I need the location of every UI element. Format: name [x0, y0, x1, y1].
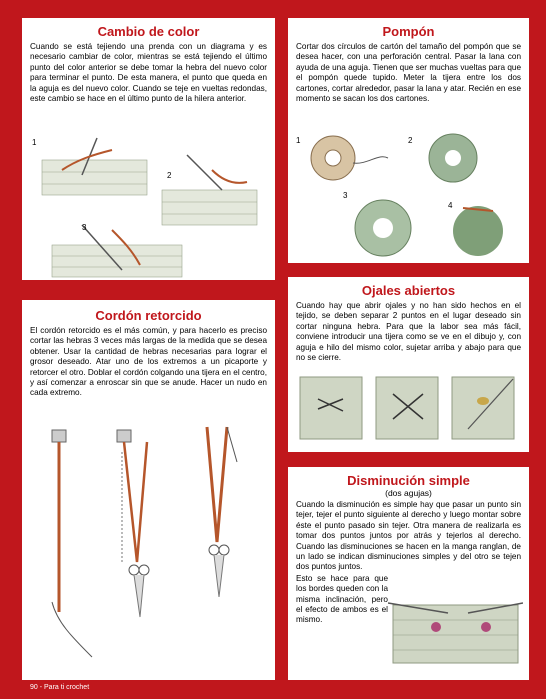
panel-cordon-retorcido	[22, 300, 275, 680]
cord-step-2	[117, 430, 149, 617]
disminucion-subtitle: (dos agujas)	[385, 488, 432, 498]
ojales-swatch-3	[452, 377, 514, 439]
cordon-title: Cordón retorcido	[95, 308, 202, 323]
cambio-illustration	[22, 130, 275, 280]
knit-swatch-1	[42, 138, 147, 195]
panel-cambio-de-color	[22, 18, 275, 280]
disminucion-illustration	[388, 595, 523, 665]
pompon-step-3: 3	[343, 191, 348, 200]
step-label-1: 1	[32, 138, 37, 147]
pompon-step-4: 4	[448, 201, 453, 210]
step-label-2: 2	[167, 171, 172, 180]
ojales-swatch-1	[300, 377, 362, 439]
page-footer: 90 - Para ti crochet	[30, 684, 90, 691]
disminucion-title: Disminución simple	[347, 473, 470, 488]
ojales-title: Ojales abiertos	[361, 283, 456, 298]
disminucion-text-top: Cuando la disminución es simple hay que pasar un punto sin tejer, tejer el punto siguiente al derecho y luego montar sobre éste el punto pasado sin tejer. Otra manera de realizarla es tomar dos puntos juntos por atrás y tejerlos al derecho. Cuando las disminuciones se hacen en la manga ranglan, de un lado se indican disminuciones simples y del otro se tejen dos puntos juntos.	[296, 500, 521, 572]
knit-swatch-2	[162, 155, 257, 225]
pompon-illustration	[288, 123, 529, 263]
ojales-text: Cuando hay que abrir ojales y no han sido hechos en el tejido, se deben separar 2 puntos en el lugar deseado sin cortar ninguna hebra. Para que la labor sea más fácil, conviene introducir una tijera como se ve en el dibujo y, con aguja e hilo del mismo color, sujetar arriba y abajo para que no se cierre.	[296, 301, 521, 363]
pompon-card-2	[429, 134, 477, 182]
pompon-step-2: 2	[408, 136, 413, 145]
cord-step-1	[52, 430, 92, 657]
ojales-swatch-2	[376, 377, 438, 439]
pompon-text: Cortar dos círculos de cartón del tamaño del pompón que se desea hacer, con una perforación central. Pasar la lana con ayuda de una aguja. Tienen que ser muchas vueltas para que el pompón quede tupido. Meter la tijera entre los dos cartones, cortar alrededor, pasar la lana y atar. Recién en ese momento se sacan los dos cartones.	[296, 42, 521, 104]
pompon-step-1: 1	[296, 136, 301, 145]
pompon-finished	[453, 206, 503, 256]
cordon-text: El cordón retorcido es el más común, y para hacerlo es preciso cortar las hebras 3 veces más largas de la medida que se desea obtener. Usar la cantidad de hebras necesarias para lograr el grosor deseado. Atar uno de los extremos a un picaporte y retorcer el otro. Doblar el cordón colgando una tijera en el centro, y así comenzar a enroscar sin que se anude. Hacer un nudo en cada extremo.	[30, 326, 267, 398]
pompon-card-3	[355, 200, 411, 256]
pompon-title: Pompón	[382, 24, 435, 39]
cordon-illustration	[22, 422, 275, 672]
disminucion-text-bottom: Esto se hace para que los bordes queden con la misma inclinación, pero el efecto de ambos es el mismo.	[296, 573, 388, 625]
step-label-3: 3	[82, 223, 87, 232]
panel-ojales-abiertos	[288, 277, 529, 452]
cambio-title: Cambio de color	[97, 24, 200, 39]
ojales-illustration	[288, 369, 529, 449]
cord-step-3	[207, 427, 237, 597]
panel-pompon	[288, 18, 529, 263]
cambio-text: Cuando se está tejiendo una prenda con un diagrama y es necesario cambiar de color, mientras se está tejiendo el último punto del color anterior se debe tomar la hebra del nuevo color para terminar el punto. De esta manera, el punto que queda en la aguja es del nuevo color. Cuando se teje en vueltas redondas, este cambio se hace en el último punto de la hilera anterior.	[30, 42, 267, 104]
panel-disminucion-simple	[288, 467, 529, 680]
knit-swatch-3	[52, 225, 182, 277]
pompon-card-1	[311, 136, 388, 180]
